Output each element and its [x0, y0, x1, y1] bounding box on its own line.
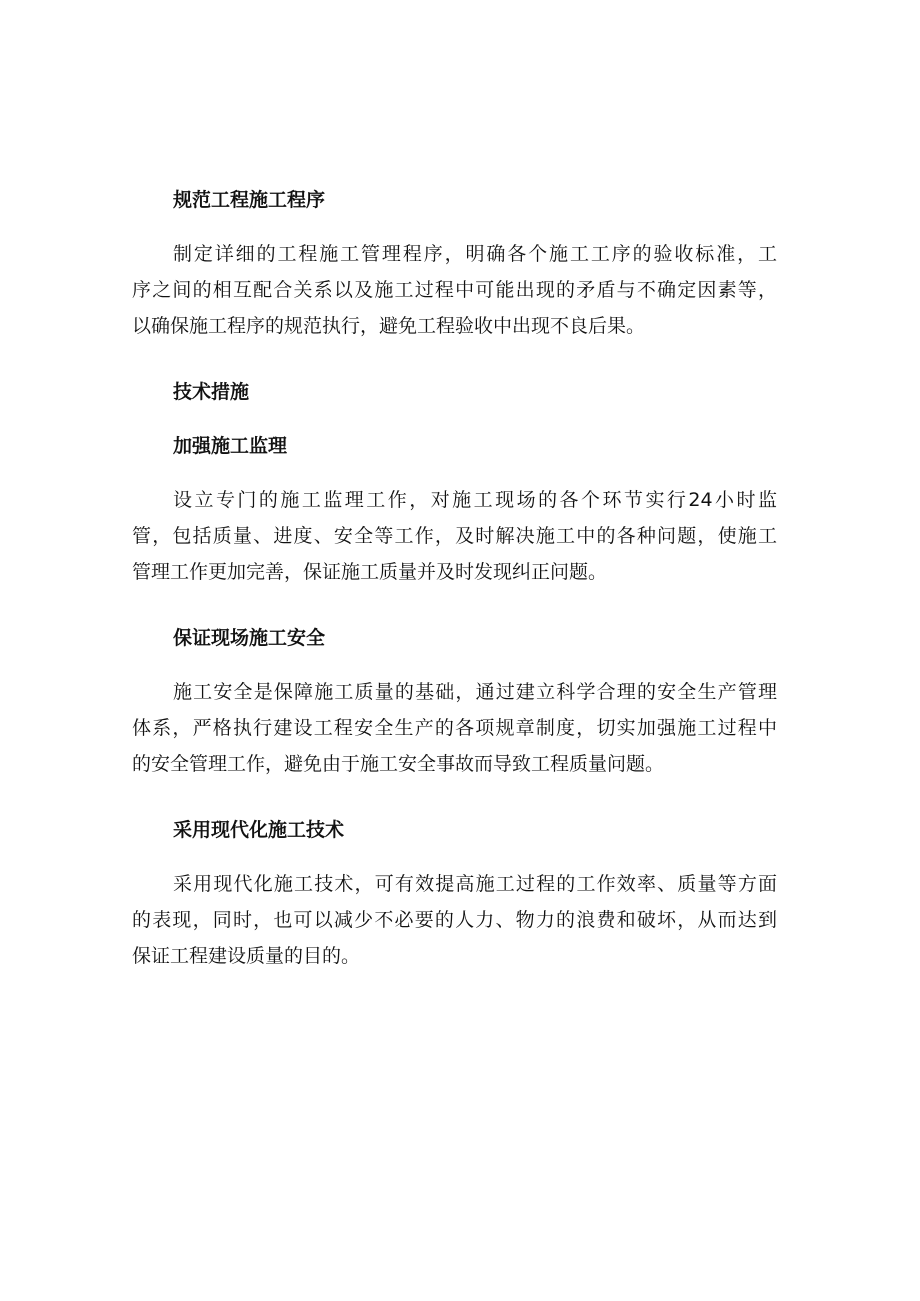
paragraph-standardize-procedure	[132, 236, 777, 344]
paragraph-site-safety	[132, 674, 777, 782]
section-heading-standardize-procedure: 规范工程施工程序	[173, 189, 326, 211]
section-heading-site-safety: 保证现场施工安全	[173, 627, 326, 649]
paragraph-strengthen-supervision	[132, 482, 777, 590]
section-heading-strengthen-supervision: 加强施工监理	[173, 435, 288, 457]
paragraph-line: 序之间的相互配合关系以及施工过程中可能出现的矛盾与不确定因素等，	[132, 279, 777, 301]
paragraph-line: 设立专门的施工监理工作，对施工现场的各个环节实行24小时监	[173, 489, 777, 511]
paragraph-line: 保证工程建设质量的目的。	[132, 945, 361, 967]
paragraph-line: 施工安全是保障施工质量的基础，通过建立科学合理的安全生产管理	[173, 681, 777, 703]
paragraph-line: 的表现，同时，也可以减少不必要的人力、物力的浪费和破坏，从而达到	[132, 909, 777, 931]
paragraph-line: 制定详细的工程施工管理程序，明确各个施工工序的验收标准，工	[173, 243, 777, 265]
paragraph-line: 的安全管理工作，避免由于施工安全事故而导致工程质量问题。	[132, 753, 665, 775]
paragraph-line: 采用现代化施工技术，可有效提高施工过程的工作效率、质量等方面	[173, 873, 777, 895]
paragraph-line: 以确保施工程序的规范执行，避免工程验收中出现不良后果。	[132, 315, 646, 337]
paragraph-line: 管，包括质量、进度、安全等工作，及时解决施工中的各种问题，使施工	[132, 525, 777, 547]
section-heading-modern-technology: 采用现代化施工技术	[173, 819, 345, 841]
paragraph-line: 体系，严格执行建设工程安全生产的各项规章制度，切实加强施工过程中	[132, 717, 777, 739]
section-heading-technical-measures: 技术措施	[173, 381, 250, 403]
paragraph-modern-technology	[132, 866, 777, 974]
paragraph-line: 管理工作更加完善，保证施工质量并及时发现纠正问题。	[132, 561, 608, 583]
